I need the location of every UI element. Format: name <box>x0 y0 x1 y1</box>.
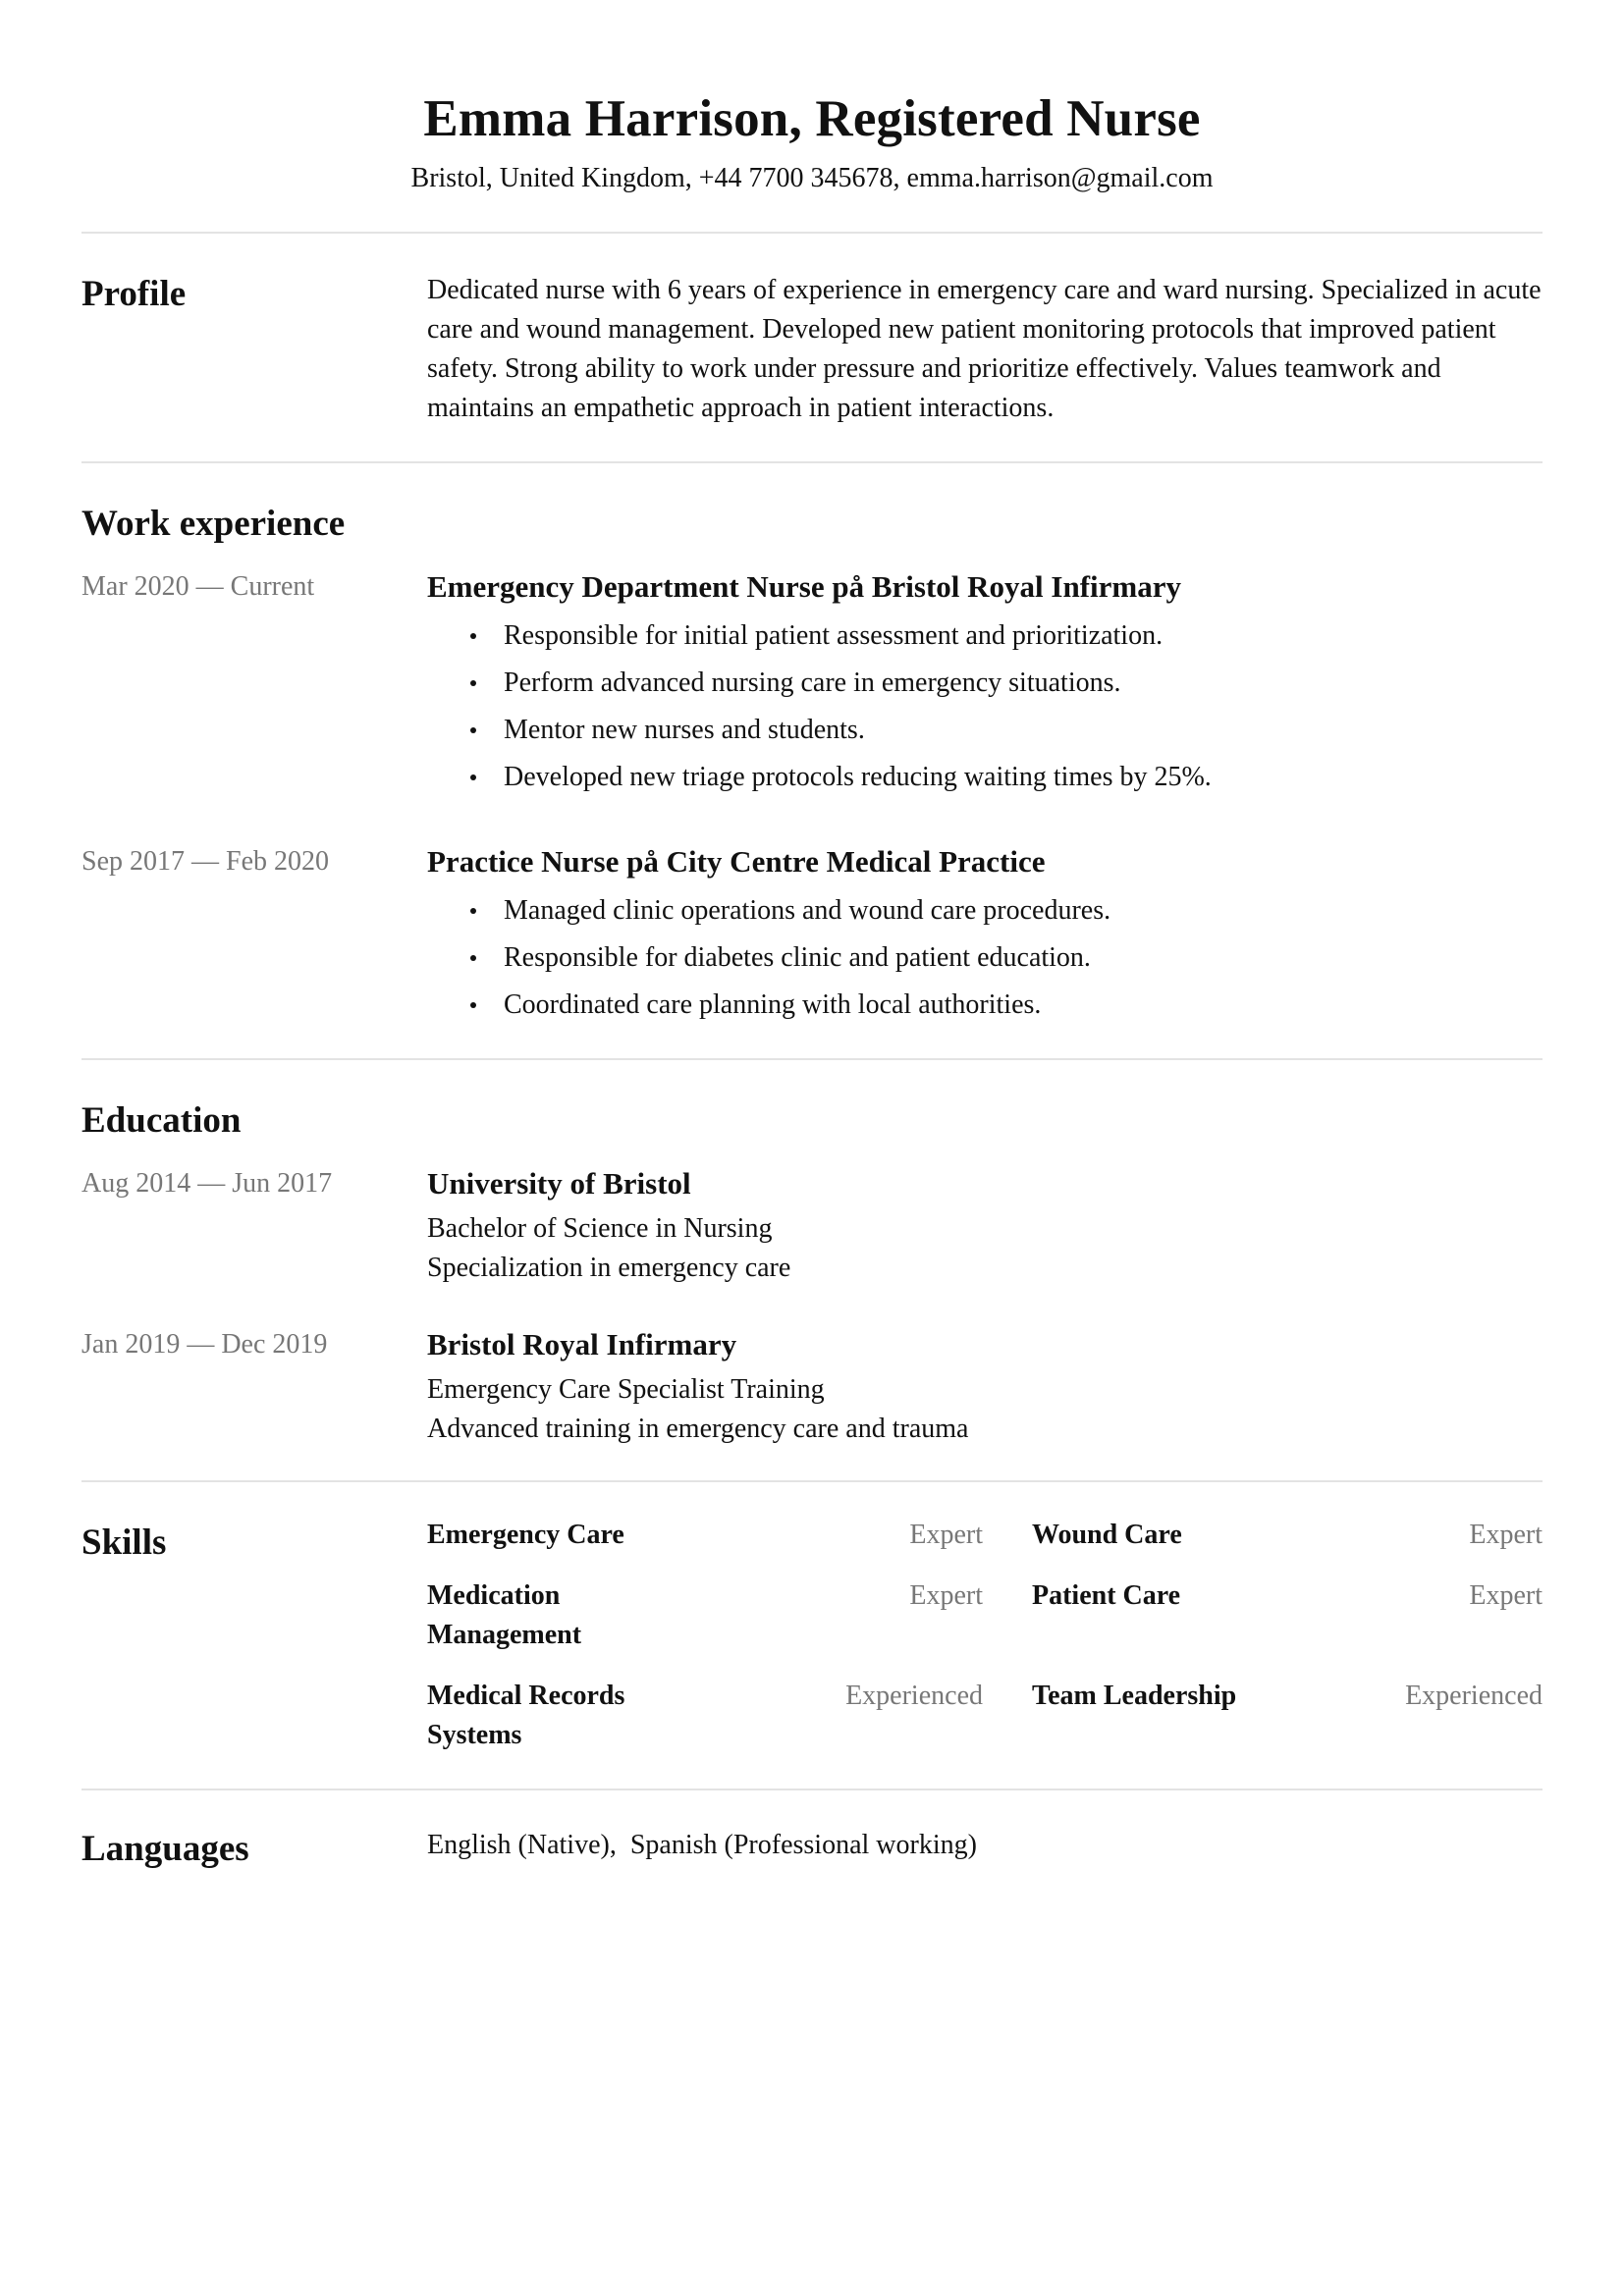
work-section <box>81 463 1543 1058</box>
profile-section <box>81 234 1543 461</box>
job-title: Practice Nurse på City Centre Medical Practice <box>427 844 1046 879</box>
resume-header <box>81 0 1543 196</box>
profile-summary: Dedicated nurse with 6 years of experience in emergency care and ward nursing. Specialized in acute care and wound management. Developed new patient monitoring protocols that improved patient safety. Strong ability to work under pressure and prioritize effectively. Values teamwork and maintains an empathetic approach in patient interactions. <box>427 275 1542 423</box>
skill-name: Wound Care <box>1032 1520 1182 1550</box>
education-institution: Bristol Royal Infirmary <box>427 1327 737 1362</box>
section-title-profile: Profile <box>81 274 187 314</box>
skills-section <box>81 1482 1543 1789</box>
skill-level: Expert <box>909 1580 983 1611</box>
list-item: Developed new triage protocols reducing waiting times by 25%. <box>470 754 1543 801</box>
list-item: Coordinated care planning with local authorities. <box>470 982 1543 1029</box>
education-dates: Aug 2014 — Jun 2017 <box>81 1168 333 1199</box>
education-section <box>81 1060 1543 1480</box>
list-item: Managed clinic operations and wound care procedures. <box>470 887 1543 934</box>
list-item: Perform advanced nursing care in emergency situations. <box>470 660 1543 707</box>
education-entry <box>81 1164 1543 1288</box>
job-dates: Sep 2017 — Feb 2020 <box>81 846 329 877</box>
list-item: Responsible for initial patient assessment and prioritization. <box>470 613 1543 660</box>
list-item: Mentor new nurses and students. <box>470 707 1543 754</box>
section-title-education: Education <box>81 1100 242 1141</box>
skill-name: Team Leadership <box>1032 1681 1237 1711</box>
skill-level: Expert <box>1469 1520 1543 1550</box>
section-title-skills: Skills <box>81 1522 167 1563</box>
job-dates: Mar 2020 — Current <box>81 571 315 602</box>
education-degree: Bachelor of Science in Nursing <box>427 1213 773 1244</box>
job-bullets <box>427 613 1543 801</box>
skill-name: Medical Records Systems <box>427 1681 625 1750</box>
languages-list: English (Native), Spanish (Professional working) <box>427 1830 977 1860</box>
skill-name: Patient Care <box>1032 1580 1181 1611</box>
candidate-name: Emma Harrison, Registered Nurse <box>423 90 1201 147</box>
job-entry <box>81 567 1543 801</box>
education-dates: Jan 2019 — Dec 2019 <box>81 1329 328 1360</box>
job-title: Emergency Department Nurse på Bristol Royal Infirmary <box>427 569 1181 604</box>
section-title-work: Work experience <box>81 504 346 544</box>
contact-info: Bristol, United Kingdom, +44 7700 345678, emma.harrison@gmail.com <box>410 163 1214 193</box>
languages-section <box>81 1790 1543 1873</box>
skills-grid <box>427 1516 1543 1755</box>
education-entry <box>81 1325 1543 1449</box>
skill-level: Experienced <box>1405 1681 1543 1711</box>
skill-level: Expert <box>909 1520 983 1550</box>
skill-name: Medication Management <box>427 1580 582 1650</box>
section-title-languages: Languages <box>81 1829 249 1869</box>
skill-name: Emergency Care <box>427 1520 624 1550</box>
skill-level: Experienced <box>845 1681 983 1711</box>
job-bullets <box>427 887 1543 1029</box>
education-degree: Emergency Care Specialist Training <box>427 1374 825 1405</box>
list-item: Responsible for diabetes clinic and patient education. <box>470 934 1543 982</box>
education-detail: Specialization in emergency care <box>427 1253 791 1283</box>
job-entry <box>81 842 1543 1029</box>
education-institution: University of Bristol <box>427 1166 691 1201</box>
skill-level: Expert <box>1469 1580 1543 1611</box>
education-detail: Advanced training in emergency care and trauma <box>427 1414 969 1444</box>
